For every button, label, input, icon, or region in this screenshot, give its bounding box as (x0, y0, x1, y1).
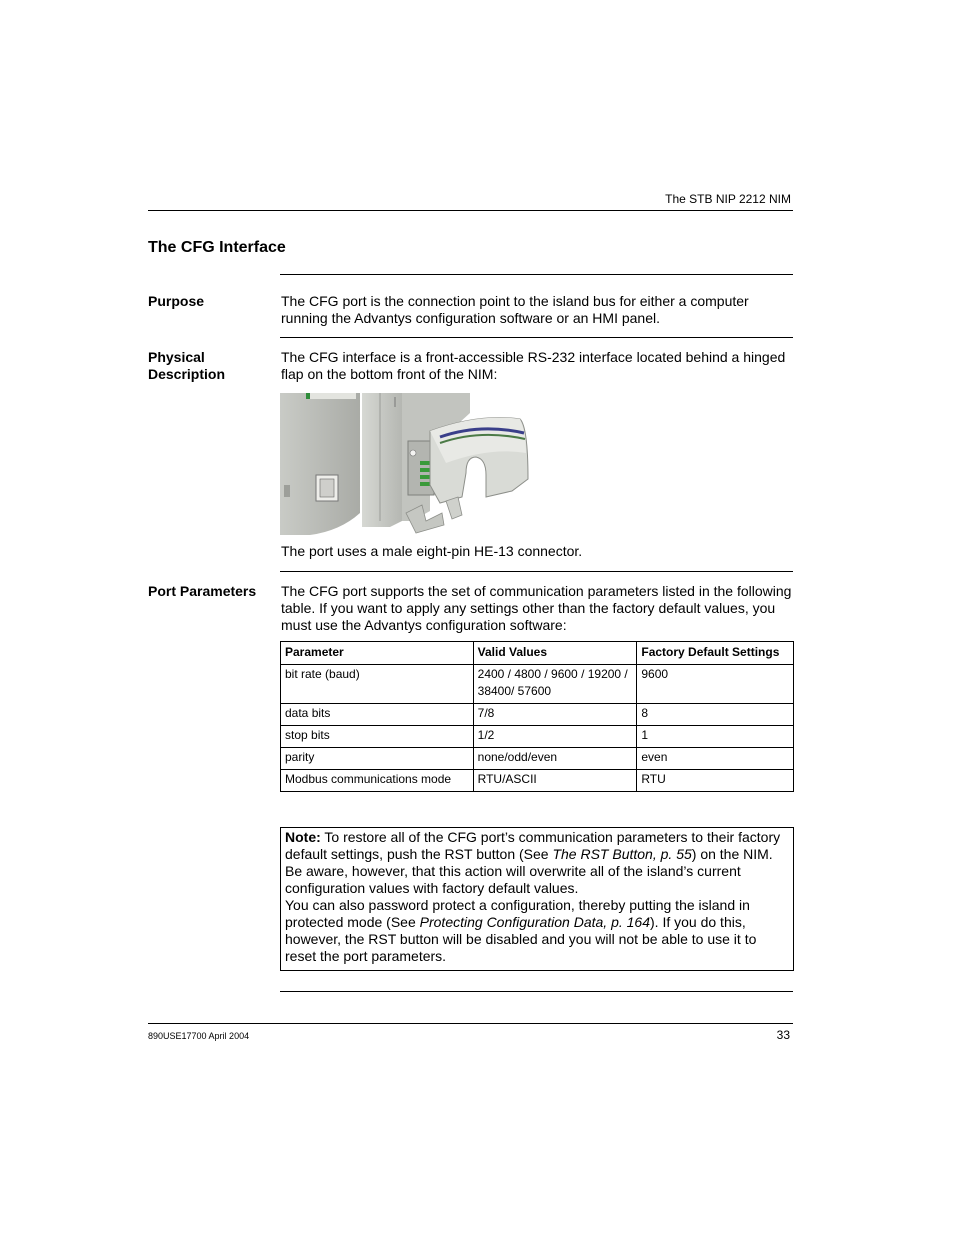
port-parameters-label: Port Parameters (148, 583, 257, 599)
table-row (281, 665, 794, 704)
table-cell: parity (281, 748, 474, 770)
note-box (280, 827, 794, 971)
table-cell: RTU (637, 770, 794, 792)
table-cell: stop bits (281, 726, 474, 748)
note-text: You can also password protect a configuration, thereby putting the island in protected mode (See (285, 897, 750, 930)
footer-doc-id: 890USE17700 April 2004 (148, 1031, 250, 1041)
table-cell: 7/8 (473, 704, 637, 726)
physical-label-line2: Description (148, 366, 226, 382)
section-divider (280, 274, 793, 275)
table-cell: 1/2 (473, 726, 637, 748)
table-cell: 8 (637, 704, 794, 726)
column-header-parameter: Parameter (281, 642, 474, 665)
table-cell: 2400 / 4800 / 9600 / 19200 / 38400/ 57600 (473, 665, 637, 704)
footer-rule (148, 1023, 793, 1024)
note-text: ). If you do this, however, the RST button will be disabled and you will not be able to use it to reset the port parameters. (285, 914, 757, 964)
note-reference-protecting-config[interactable]: Protecting Configuration Data, p. 164 (419, 914, 651, 930)
physical-label-line1: Physical (148, 349, 205, 365)
table-header-row (281, 642, 794, 665)
table-cell: Modbus communications mode (281, 770, 474, 792)
table-cell: 1 (637, 726, 794, 748)
note-paragraph-1 (285, 829, 789, 897)
table-cell: bit rate (baud) (281, 665, 474, 704)
section-end-rule (280, 991, 793, 992)
note-text: To restore all of the CFG port’s communication parameters to their factory default settings, push the RST button (See (285, 829, 781, 862)
physical-label (148, 349, 225, 383)
purpose-label: Purpose (148, 293, 205, 309)
table-cell: 9600 (637, 665, 794, 704)
note-text: ) on the NIM. Be aware, however, that this action will overwrite all of the island’s current configuration values with factory default values. (285, 846, 773, 896)
running-header: The STB NIP 2212 NIM (665, 192, 791, 206)
nim-cfg-port-illustration (280, 393, 632, 545)
table-cell: none/odd/even (473, 748, 637, 770)
table-row (281, 726, 794, 748)
column-header-factory-default: Factory Default Settings (637, 642, 794, 665)
table-row (281, 704, 794, 726)
physical-caption: The port uses a male eight-pin HE-13 connector. (281, 543, 583, 559)
section-divider (280, 337, 793, 338)
header-rule (148, 210, 793, 211)
physical-text: The CFG interface is a front-accessible RS-232 interface located behind a hinged flap on the bottom front of the NIM: (281, 349, 786, 382)
purpose-text: The CFG port is the connection point to the island bus for either a computer running the Advantys configuration software or an HMI panel. (281, 293, 749, 326)
port-parameters-table (280, 641, 794, 792)
port-parameters-text: The CFG port supports the set of communication parameters listed in the following table. If you want to apply any settings other than the factory default values, you must use the Advantys configuration software: (281, 583, 792, 633)
section-divider (280, 571, 793, 572)
column-header-valid-values: Valid Values (473, 642, 637, 665)
table-row (281, 770, 794, 792)
note-paragraph-2 (285, 897, 789, 965)
table-cell: data bits (281, 704, 474, 726)
table-cell: RTU/ASCII (473, 770, 637, 792)
note-label: Note: (285, 829, 321, 845)
page-number: 33 (776, 1028, 790, 1042)
table-cell: even (637, 748, 794, 770)
note-reference-rst-button[interactable]: The RST Button, p. 55 (552, 846, 692, 862)
table-row (281, 748, 794, 770)
section-title: The CFG Interface (148, 239, 286, 256)
